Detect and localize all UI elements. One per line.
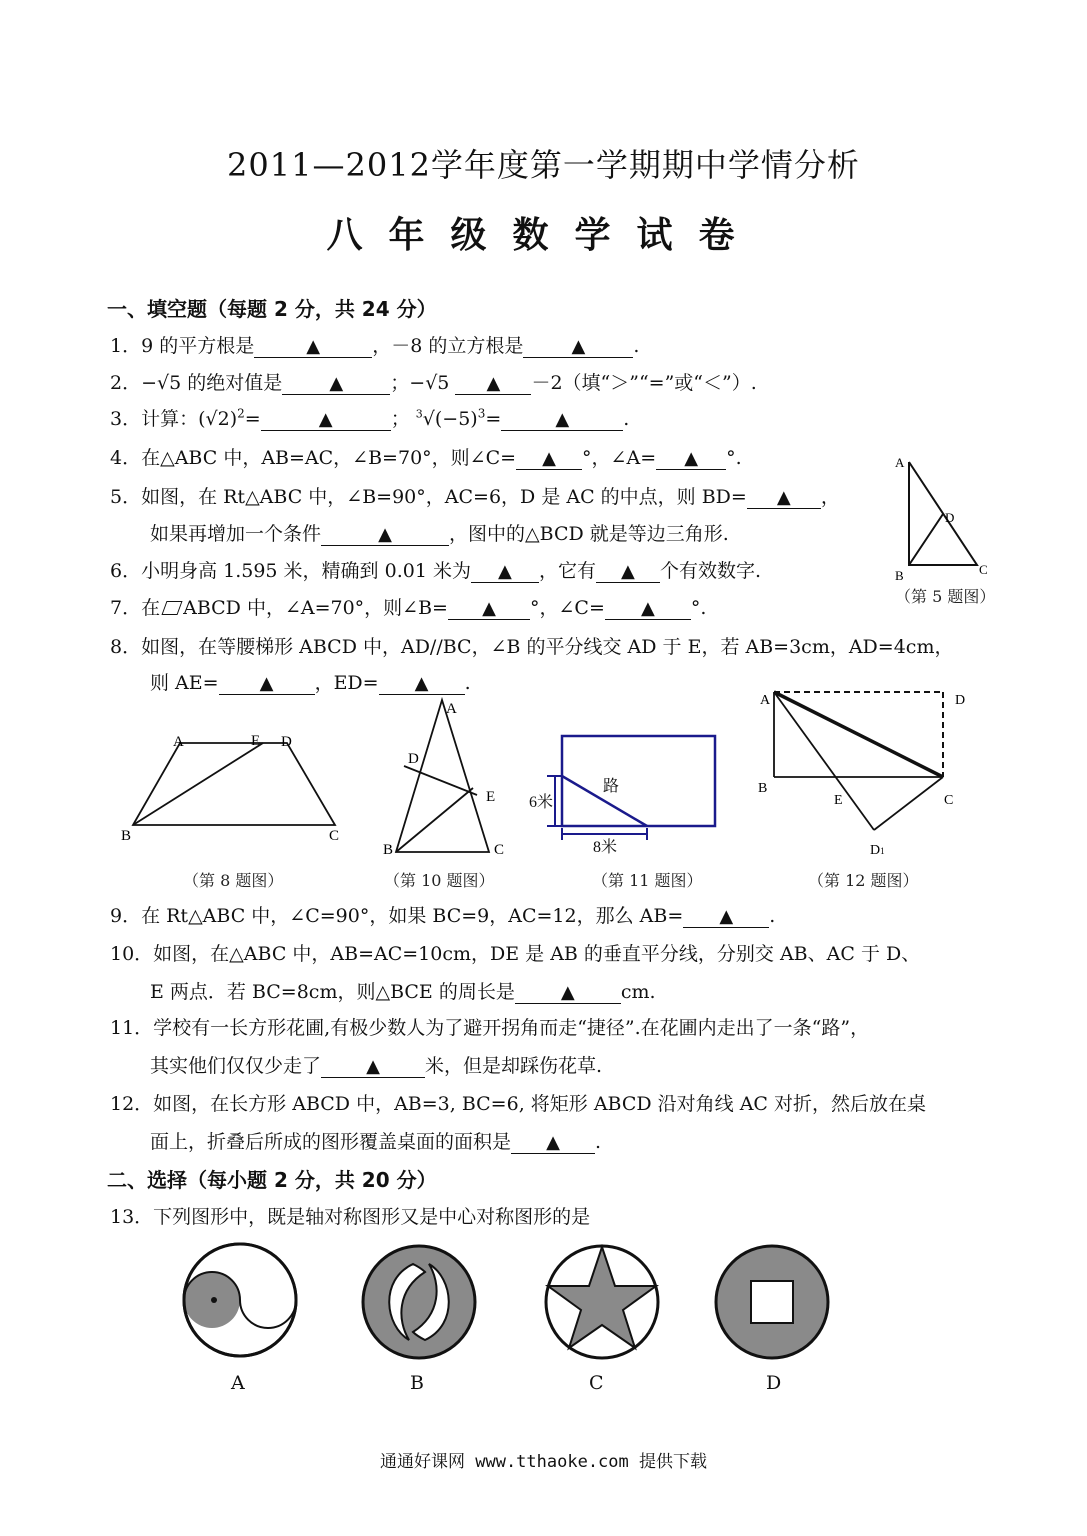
svg-text:E: E [834, 793, 843, 808]
question-8-cont: 则 AE= ▲ ，ED= ▲ . [150, 672, 471, 694]
svg-text:D: D [955, 693, 966, 708]
answer-blank[interactable]: ▲ [605, 597, 691, 620]
caption-fig5: （第 5 题图） [895, 587, 996, 606]
figure-10 [380, 690, 510, 862]
figure-12 [750, 682, 985, 862]
parallelogram-icon [162, 601, 183, 615]
answer-blank[interactable]: ▲ [471, 560, 539, 583]
svg-text:A: A [446, 701, 457, 717]
label-C: C [979, 562, 988, 577]
label-A: A [895, 455, 905, 470]
answer-blank[interactable]: ▲ [515, 981, 621, 1004]
answer-blank[interactable]: ▲ [379, 672, 465, 695]
question-11: 11．学校有一长方形花圃,有极少数人为了避开拐角而走“捷径”.在花圃内走出了一条“路”， [110, 1017, 870, 1039]
svg-text:E: E [251, 733, 261, 749]
question-3: 3．计算：$(√2)^2=$ ▲ ； $^3√(-5)^3=$ ▲ . [110, 406, 630, 430]
question-5: 5．如图，在 Rt△ABC 中，∠B=90°，AC=6，D 是 AC 的中点，则 BD= ▲ ， [110, 486, 840, 508]
svg-text:D: D [281, 734, 292, 750]
svg-text:C: C [329, 828, 340, 843]
answer-blank[interactable]: ▲ [254, 335, 372, 358]
option-a-label: A [231, 1372, 245, 1394]
question-9: 9．在 Rt△ABC 中，∠C=90°，如果 BC=9，AC=12，那么 AB= ▲ . [110, 905, 776, 927]
answer-blank[interactable]: ▲ [455, 372, 531, 395]
question-10: 10．如图，在△ABC 中，AB=AC=10cm，DE 是 AB 的垂直平分线，分别交 AB、AC 于 D、 [110, 943, 921, 965]
label-side2: 8米 [593, 839, 618, 856]
option-c-star-figure[interactable] [540, 1240, 665, 1365]
svg-text:C: C [494, 842, 505, 858]
caption-fig11: （第 11 题图） [592, 871, 703, 890]
question-12-cont: 面上，折叠后所成的图形覆盖桌面的面积是 ▲ . [150, 1131, 602, 1153]
svg-text:D: D [408, 751, 419, 767]
svg-text:E: E [486, 789, 496, 805]
option-b-label: B [410, 1372, 424, 1394]
answer-blank[interactable]: ▲ [448, 597, 530, 620]
svg-text:C: C [944, 793, 954, 808]
neg-sqrt5: −√5 [141, 372, 188, 394]
label-B: B [895, 568, 904, 583]
svg-text:B: B [758, 781, 768, 796]
caption-fig8: （第 8 题图） [183, 871, 284, 890]
option-a-yin-yang-figure[interactable] [180, 1240, 305, 1365]
section-2-heading: 二、选择（每小题 2 分，共 20 分） [107, 1168, 437, 1192]
question-12: 12．如图，在长方形 ABCD 中，AB=3, BC=6, 将矩形 ABCD 沿对角线 AC 对折，然后放在桌 [110, 1093, 926, 1115]
svg-text:A: A [760, 693, 771, 708]
answer-blank[interactable]: ▲ [261, 408, 391, 431]
question-6: 6．小明身高 1.595 米，精确到 0.01 米为 ▲ ，它有 ▲ 个有效数字. [110, 560, 762, 582]
svg-text:B: B [383, 842, 394, 858]
answer-blank[interactable]: ▲ [219, 672, 315, 695]
answer-blank[interactable]: ▲ [511, 1131, 595, 1154]
svg-text:B: B [121, 828, 132, 843]
question-1: 1．9 的平方根是 ▲ ，－8 的立方根是 ▲ . [110, 335, 640, 357]
option-d-coin-figure[interactable] [710, 1240, 835, 1365]
question-2: 2．−√5 的绝对值是 ▲ ；−√5 ▲ －2（填“＞”“=”或“＜”）. [110, 372, 757, 394]
answer-blank[interactable]: ▲ [501, 408, 623, 431]
svg-text:A: A [173, 734, 184, 750]
figure-8 [115, 728, 350, 843]
answer-blank[interactable]: ▲ [282, 372, 390, 395]
expr-cuberoot: $^3√(-5)^3$ [415, 406, 486, 430]
label-road: 路 [603, 778, 620, 795]
question-7: 7．在 ABCD 中，∠A=70°，则∠B= ▲ °，∠C= ▲ °. [110, 597, 707, 619]
option-b-crescent-figure[interactable] [357, 1242, 482, 1367]
page-subtitle: 八年级数学试卷 [326, 215, 761, 256]
option-c-label: C [589, 1372, 604, 1394]
answer-blank[interactable]: ▲ [321, 1055, 425, 1078]
section-1-heading: 一、填空题（每题 2 分，共 24 分） [107, 297, 437, 321]
question-11-cont: 其实他们仅仅少走了 ▲ 米，但是却踩伤花草. [150, 1055, 603, 1077]
caption-fig12: （第 12 题图） [808, 871, 919, 890]
figure-11 [525, 728, 725, 860]
answer-blank[interactable]: ▲ [321, 523, 449, 546]
option-d-label: D [766, 1372, 782, 1394]
answer-blank[interactable]: ▲ [523, 335, 633, 358]
label-side1: 6米 [529, 794, 554, 811]
caption-fig10: （第 10 题图） [384, 871, 495, 890]
answer-blank[interactable]: ▲ [596, 560, 660, 583]
answer-blank[interactable]: ▲ [747, 486, 821, 509]
question-13: 13．下列图形中，既是轴对称图形又是中心对称图形的是 [110, 1206, 591, 1228]
answer-blank[interactable]: ▲ [683, 905, 769, 928]
answer-blank[interactable]: ▲ [516, 447, 582, 470]
page-footer: 通通好课网 www.tthaoke.com 提供下载 [380, 1452, 707, 1472]
answer-blank[interactable]: ▲ [656, 447, 726, 470]
question-10-cont: E 两点．若 BC=8cm，则△BCE 的周长是 ▲ cm. [150, 981, 656, 1003]
expr-sqrt2-squared: $(√2)^2$ [198, 406, 245, 430]
question-4: 4．在△ABC 中，AB=AC，∠B=70°，则∠C= ▲ °，∠A= ▲ °. [110, 447, 742, 469]
svg-text:D1: D1 [870, 843, 885, 858]
label-D: D [945, 510, 955, 525]
question-8: 8．如图，在等腰梯形 ABCD 中，AD//BC，∠B 的平分线交 AD 于 E，若 AB=3cm，AD=4cm， [110, 636, 954, 658]
neg-sqrt5: −√5 [409, 372, 456, 394]
question-5-cont: 如果再增加一个条件 ▲ ，图中的△BCD 就是等边三角形. [150, 523, 729, 545]
page-title: 2011—2012学年度第一学期期中学情分析 [227, 146, 860, 184]
